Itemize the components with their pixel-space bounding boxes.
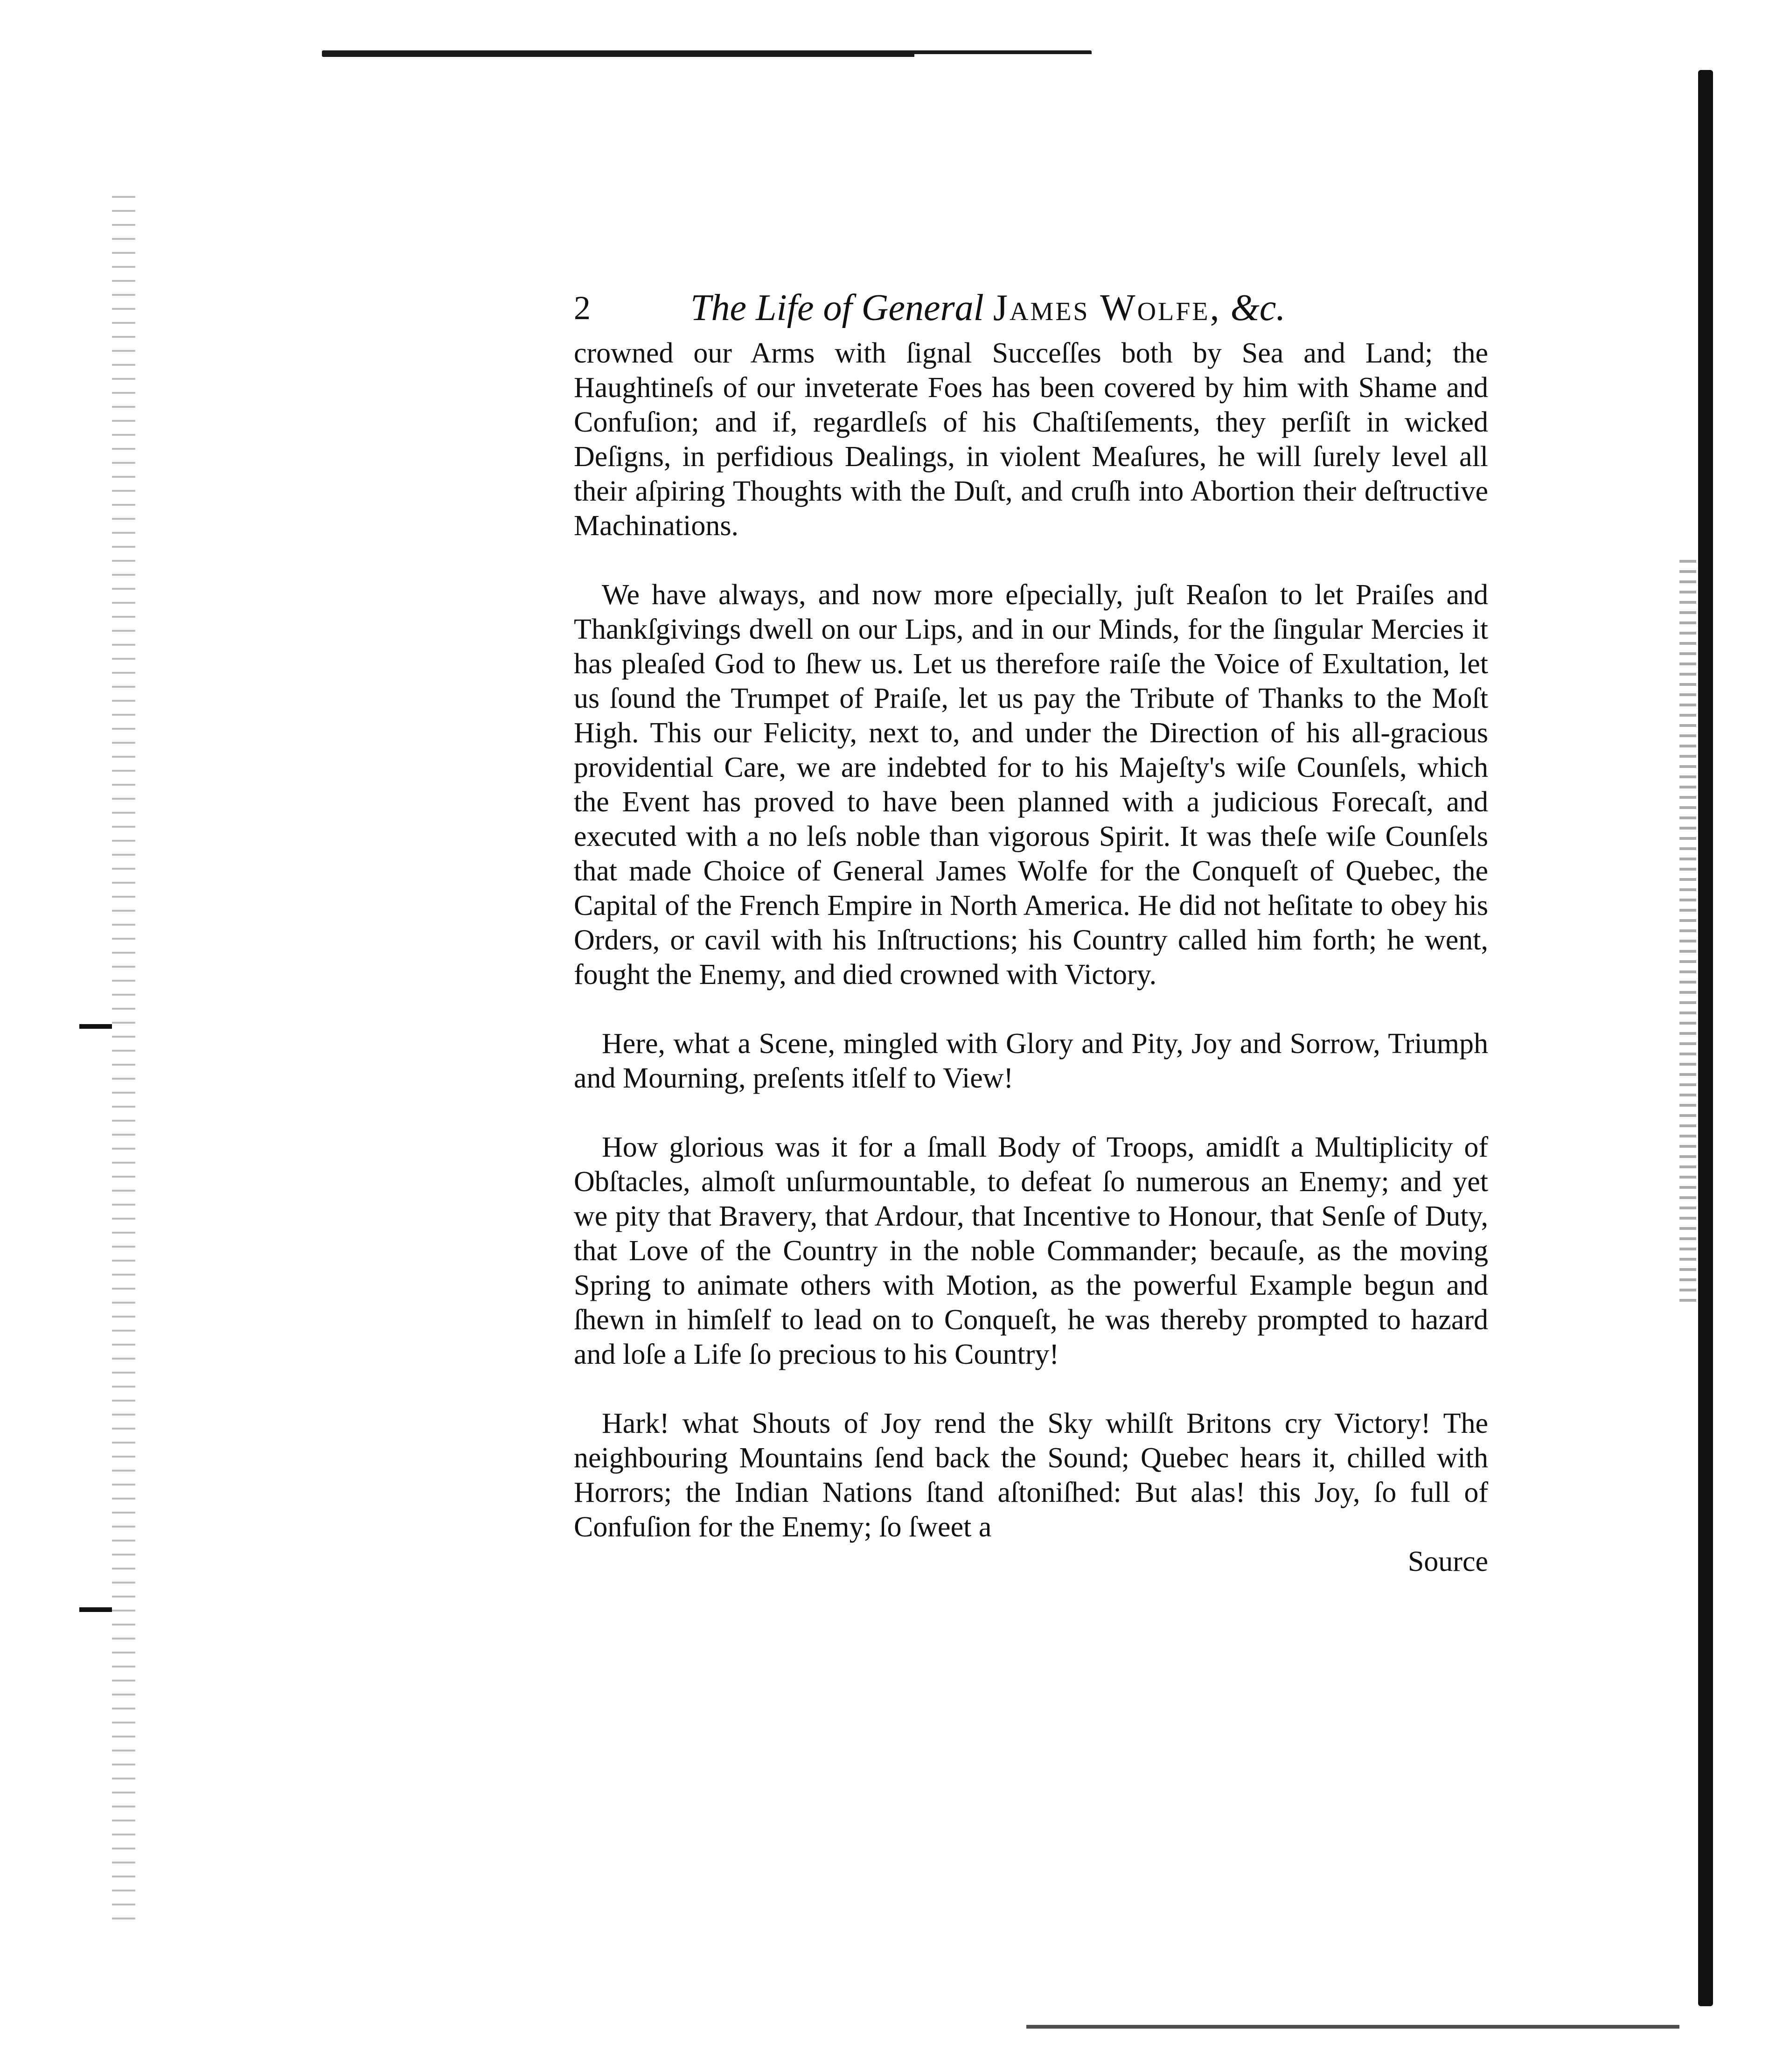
running-title xyxy=(690,280,1285,336)
running-title-name: James Wolfe, xyxy=(993,287,1221,328)
paragraph: Hark! what Shouts of Joy rend the Sky whilſt Britons cry Victory! The neighbouring Mountains ſend back the Sound; Quebec hears it, chilled with Horrors; the Indian Nations ſtand aſtoniſhed: But alas! this Joy, ſo full of Confuſion for the Enemy; ſo ſweet a xyxy=(574,1408,1488,1543)
scan-edge-bottom xyxy=(1026,2025,1679,2029)
scan-speckle-left xyxy=(112,196,135,1922)
book-page xyxy=(574,280,1488,1579)
scan-mark-left xyxy=(79,1024,112,1029)
running-title-etc: &c. xyxy=(1230,287,1286,328)
paragraph: Here, what a Scene, mingled with Glory and Pity, Joy and Sorrow, Triumph and Mourning, preſents itſelf to View! xyxy=(574,1028,1488,1094)
paragraph: How glorious was it for a ſmall Body of Troops, amidſt a Multiplicity of Obſtacles, almoſt unſurmountable, to defeat ſo numerous an Enemy; and yet we pity that Bravery, that Ardour, that Incentive to Honour, that Senſe of Duty, that Love of the Country in the noble Commander; becauſe, as the moving Spring to animate others with Motion, as the powerful Example begun and ſhewn in himſelf to lead on to Conqueſt, he was thereby prompted to hazard and loſe a Life ſo precious to his Country! xyxy=(574,1131,1488,1370)
running-header xyxy=(574,280,1488,336)
running-title-italic: The Life of General xyxy=(690,287,984,328)
paragraph: We have always, and now more eſpecially, juſt Reaſon to let Praiſes and Thankſgivings dwell on our Lips, and in our Minds, for the ſingular Mercies it has pleaſed God to ſhew us. Let us therefore raiſe the Voice of Exultation, let us ſound the Trumpet of Praiſe, let us pay the Tribute of Thanks to the Moſt High. This our Felicity, next to, and under the Direction of his all-gracious providential Care, we are indebted for to his Majeſty's wiſe Counſels, which the Event has proved to have been planned with a judicious Forecaſt, and executed with a no leſs noble than vigorous Spirit. It was theſe wiſe Counſels that made Choice of General James Wolfe for the Conqueſt of Quebec, the Capital of the French Empire in North America. He did not heſitate to obey his Orders, or cavil with his Inſtructions; his Country called him forth; he went, fought the Enemy, and died crowned with Victory. xyxy=(574,579,1488,991)
scan-mark-left xyxy=(79,1607,112,1612)
paragraph: crowned our Arms with ſignal Succeſſes both by Sea and Land; the Haughtineſs of our inveterate Foes has been covered by him with Shame and Confuſion; and if, regardleſs of his Chaſtiſements, they perſiſt in wicked Deſigns, in perfidious Dealings, in violent Meaſures, he will ſurely level all their aſpiring Thoughts with the Duſt, and cruſh into Abortion their deſtructive Machinations. xyxy=(574,337,1488,542)
catchword: Source xyxy=(1407,1546,1488,1577)
scan-binding-edge xyxy=(1698,70,1713,2006)
scan-speckle-right xyxy=(1679,560,1696,1306)
page-number: 2 xyxy=(574,289,591,327)
scan-edge-top-gap xyxy=(914,54,1092,59)
